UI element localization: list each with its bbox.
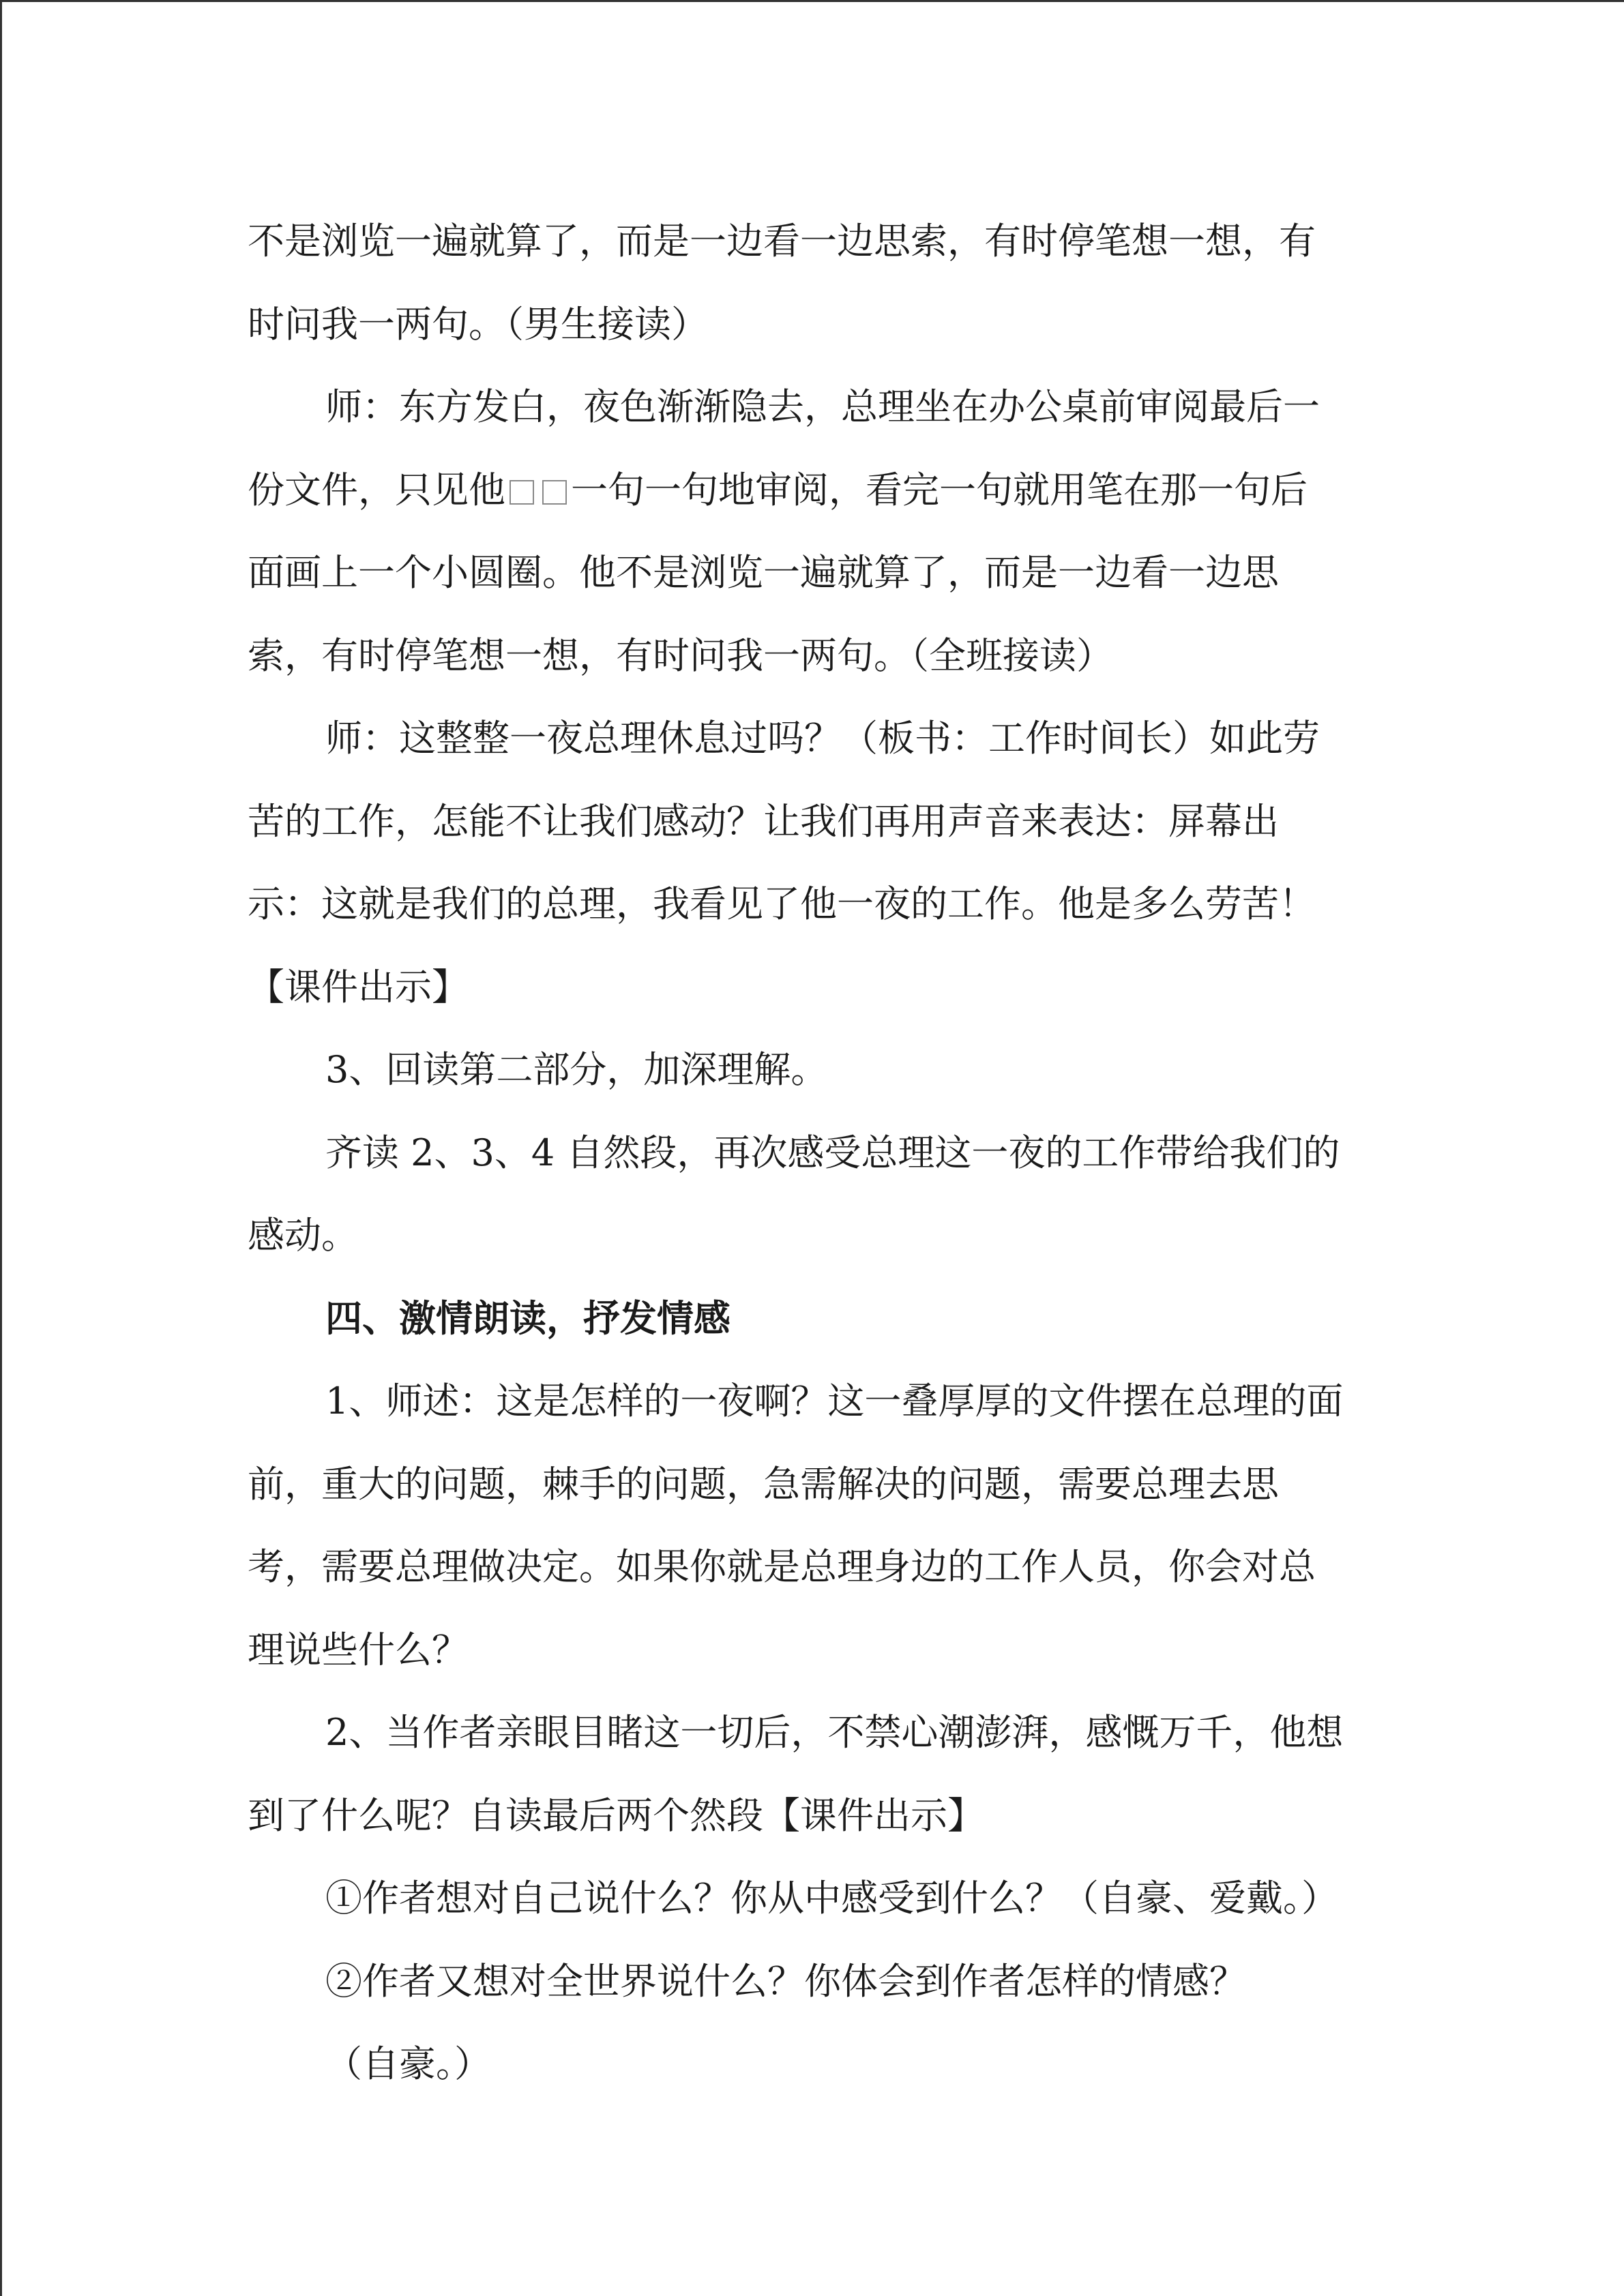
- text-line: 2、当作者亲眼目睹这一切后，不禁心潮澎湃，感慨万千，他想: [325, 1711, 1344, 1754]
- text-line: 齐读 2、3、4 自然段，再次感受总理这一夜的工作带给我们的: [325, 1131, 1340, 1174]
- placeholder-box-icon: [510, 480, 534, 505]
- text-line: 师：东方发白，夜色渐渐隐去，总理坐在办公桌前审阅最后一: [325, 385, 1320, 428]
- text-line: 前，重大的问题，棘手的问题，急需解决的问题，需要总理去思: [248, 1462, 1279, 1506]
- text-line: 师：这整整一夜总理休息过吗？（板书：工作时间长）如此劳: [325, 717, 1320, 760]
- text-line: 【课件出示】: [248, 965, 469, 1009]
- text-line: 索，有时停笔想一想，有时问我一两句。（全班接读）: [248, 633, 1113, 677]
- text-segment: 一句一句地审阅，看完一句就用笔在那一句后: [571, 468, 1308, 511]
- text-line: 感动。: [248, 1214, 358, 1257]
- text-line: 面画上一个小圆圈。他不是浏览一遍就算了，而是一边看一边思: [248, 551, 1279, 594]
- text-line: 示：这就是我们的总理，我看见了他一夜的工作。他是多么劳苦！: [248, 882, 1316, 925]
- text-line: 到了什么呢？自读最后两个然段【课件出示】: [248, 1793, 984, 1837]
- text-line: 3、回读第二部分，加深理解。: [325, 1048, 828, 1091]
- text-segment: 份文件，只见他: [248, 468, 505, 511]
- text-line: ①作者想对自己说什么？你从中感受到什么？（自豪、爱戴。）: [325, 1877, 1338, 1920]
- text-line: ②作者又想对全世界说什么？你体会到作者怎样的情感？: [325, 1959, 1246, 2003]
- text-line: （自豪。）: [325, 2042, 491, 2085]
- section-heading: 四、激情朗读，抒发情感: [325, 1296, 730, 1340]
- text-line: 考，需要总理做决定。如果你就是总理身边的工作人员，你会对总: [248, 1545, 1316, 1588]
- text-line: 1、师述：这是怎样的一夜啊？这一叠厚厚的文件摆在总理的面: [325, 1380, 1344, 1422]
- text-line: 苦的工作，怎能不让我们感动？让我们再用声音来表达：屏幕出: [248, 799, 1279, 843]
- text-line: 不是浏览一遍就算了，而是一边看一边思索，有时停笔想一想，有: [248, 220, 1316, 263]
- text-line: 时问我一两句。（男生接读）: [248, 302, 708, 346]
- text-line-with-placeholders: [248, 449, 1380, 532]
- text-line: 理说些什么？: [248, 1628, 469, 1671]
- placeholder-box-icon: [542, 480, 567, 505]
- document-body: [248, 200, 1380, 2106]
